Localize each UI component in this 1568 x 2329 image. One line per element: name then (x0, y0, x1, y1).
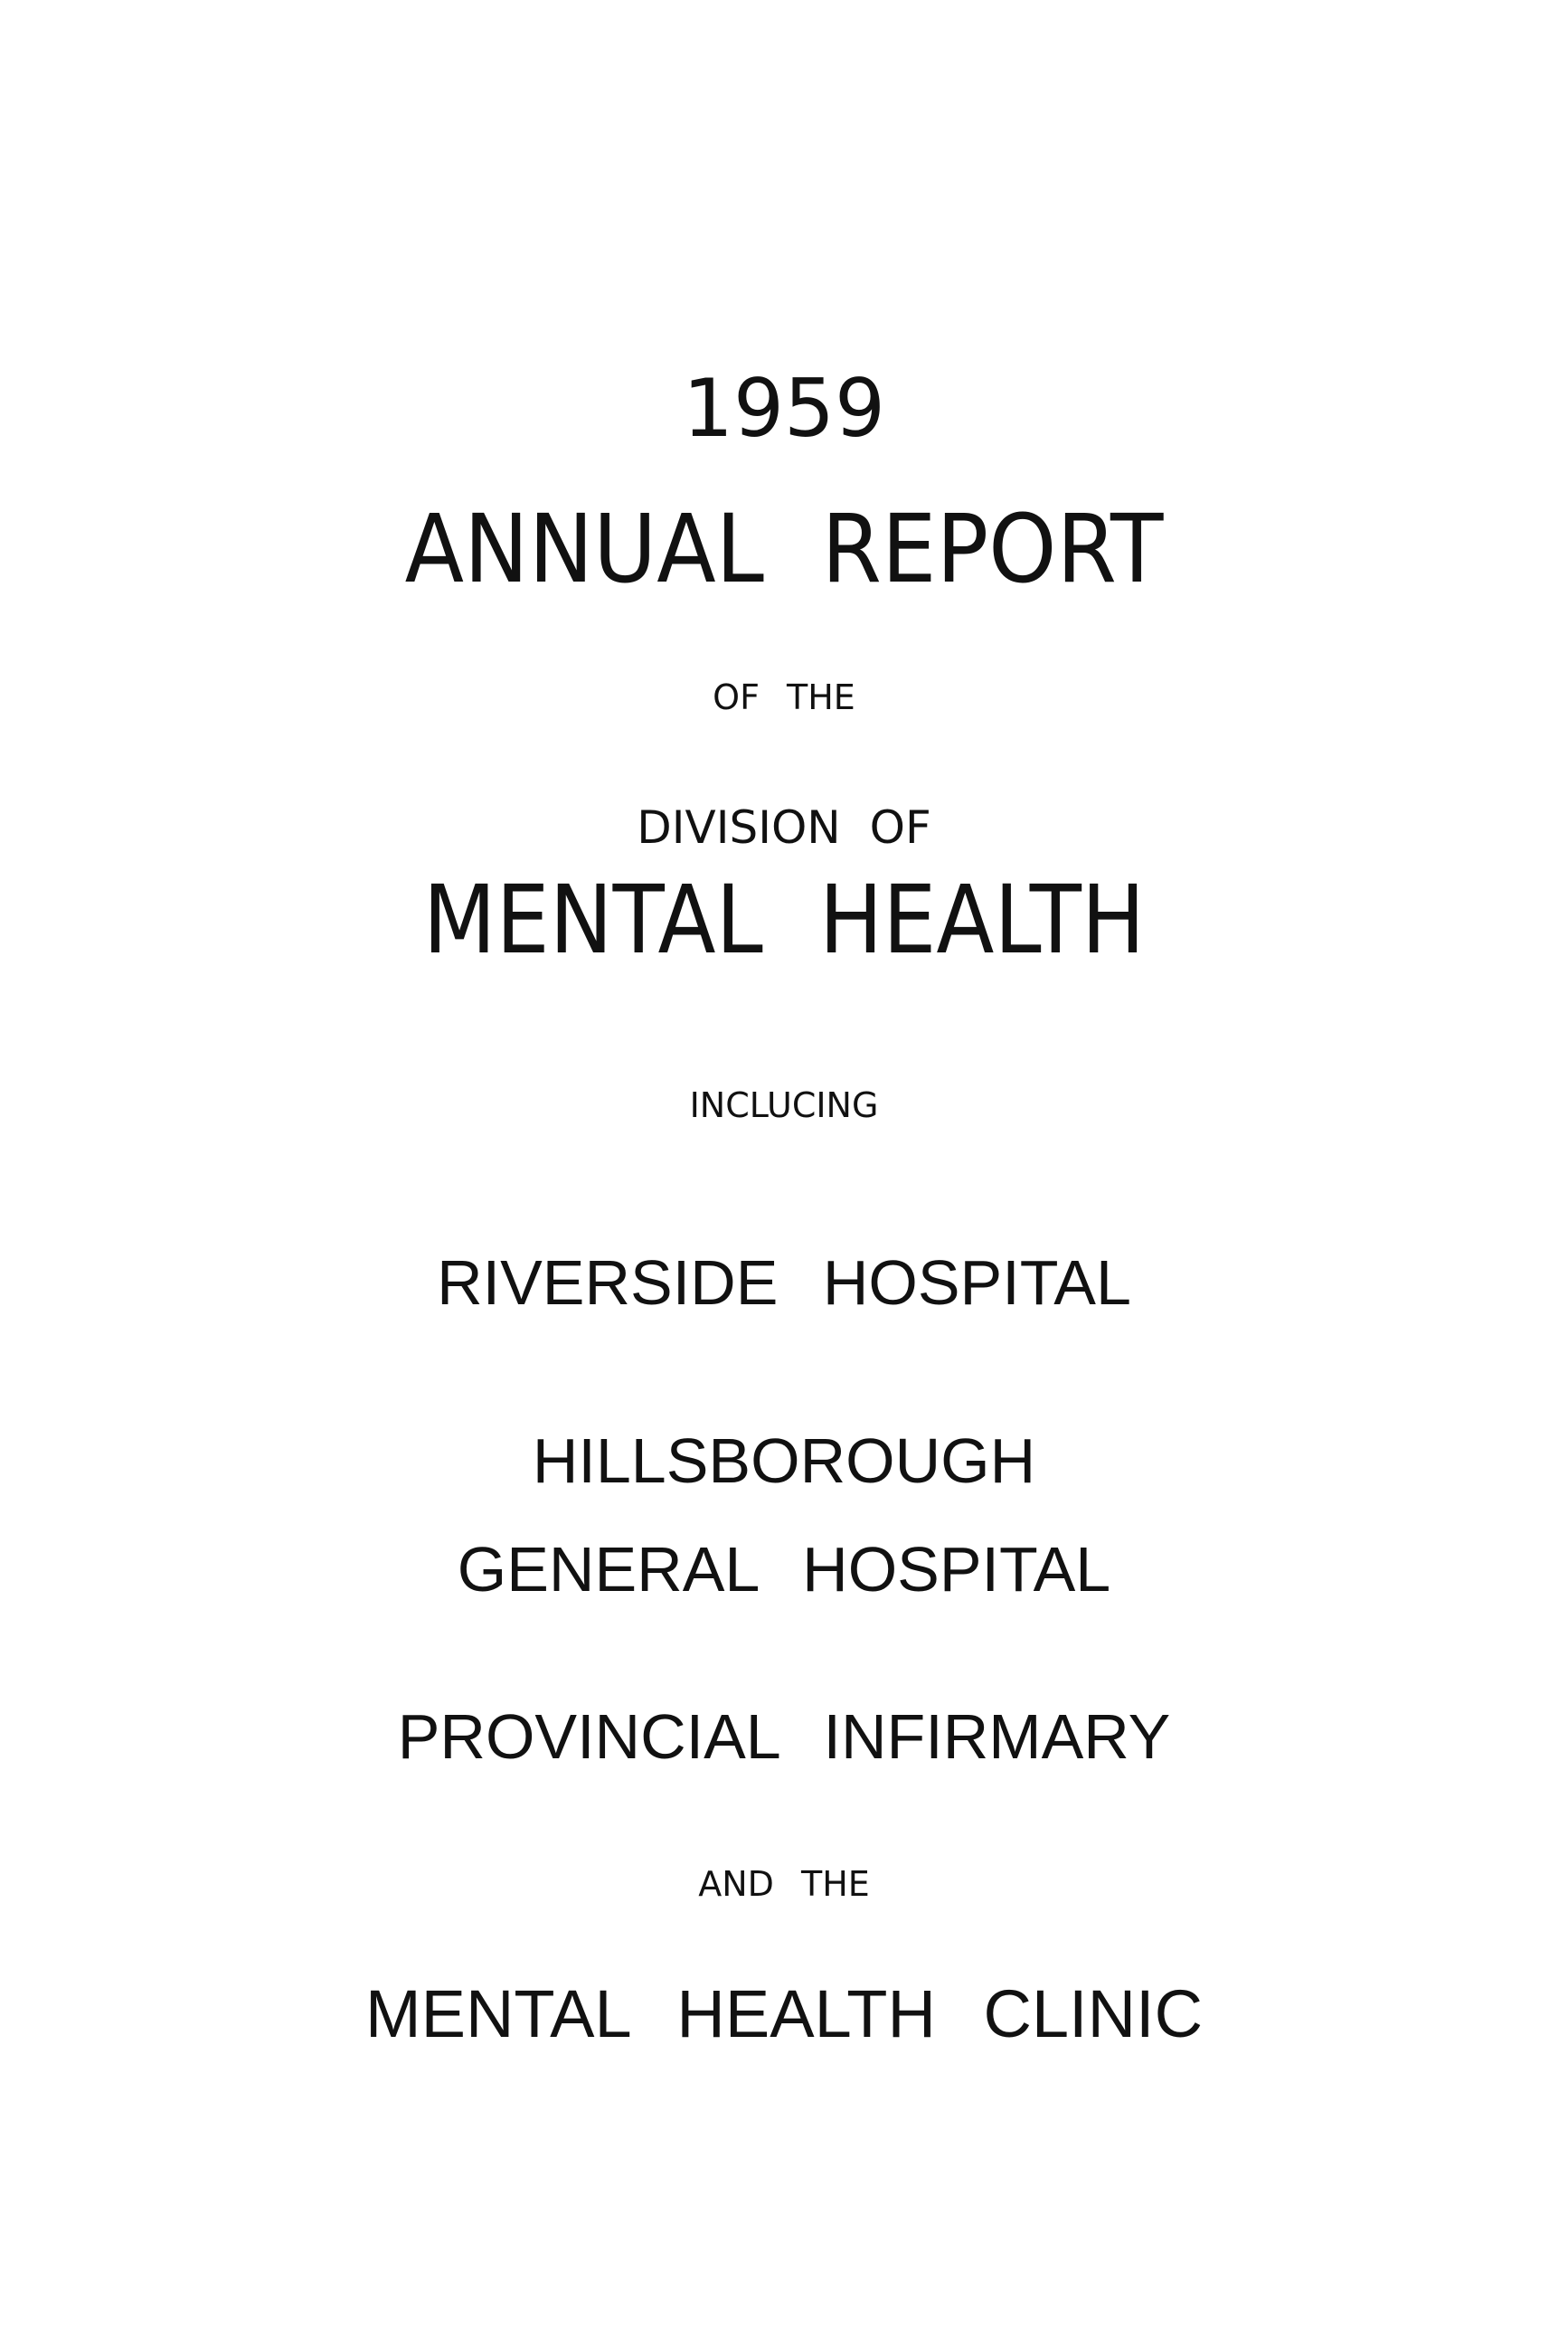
institution-hillsborough: HILLSBOROUGH (532, 1425, 1036, 1496)
and-the-label: AND THE (698, 1864, 870, 1904)
division-of-label: DIVISION OF (637, 801, 931, 854)
report-year: 1959 (683, 362, 885, 455)
of-the-label: OF THE (713, 677, 855, 717)
institution-riverside-hospital: RIVERSIDE HOSPITAL (437, 1247, 1131, 1318)
institution-general-hospital: GENERAL HOSPITAL (457, 1534, 1111, 1605)
report-title: ANNUAL REPORT (404, 494, 1164, 604)
mental-health-clinic: MENTAL HEALTH CLINIC (364, 1976, 1204, 2051)
institution-provincial-infirmary: PROVINCIAL INFIRMARY (397, 1701, 1171, 1772)
including-label: INCLUCING (689, 1085, 879, 1125)
division-name: MENTAL HEALTH (422, 865, 1146, 975)
